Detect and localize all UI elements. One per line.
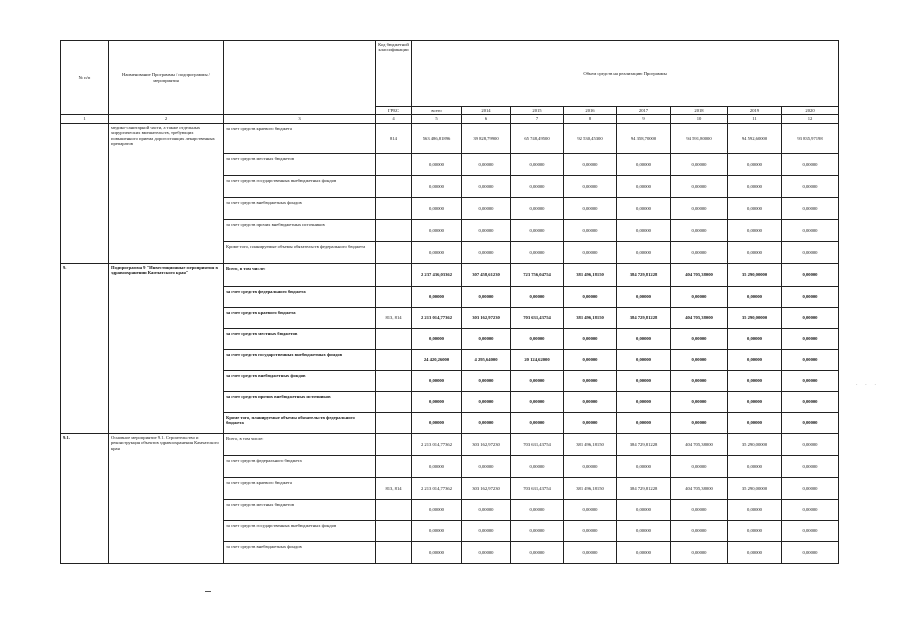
amount-year: 0,00000 xyxy=(728,286,782,307)
amount-year: 0,00000 xyxy=(564,412,617,433)
amount-year: 0,00000 xyxy=(617,349,671,370)
amount-year: 0,00000 xyxy=(782,219,839,241)
amount-year: 0,00000 xyxy=(782,412,839,433)
amount-year: 0,00000 xyxy=(617,153,671,175)
amount-year: 0,00000 xyxy=(782,263,839,286)
grbs-code xyxy=(376,455,412,477)
funding-source: за счет средств прочих внебюджетных источников xyxy=(224,219,376,241)
amount-year: 0,00000 xyxy=(564,328,617,349)
amount-year: 0,00000 xyxy=(728,153,782,175)
funding-source: за счет средств федерального бюджета xyxy=(224,286,376,307)
amount-year: 381 496,18150 xyxy=(564,263,617,286)
funding-source: за счет средств государственных внебюджетных фондов xyxy=(224,175,376,197)
amount-year: 0,00000 xyxy=(728,219,782,241)
amount-total: 0,00000 xyxy=(412,175,462,197)
amount-total: 2 213 014,77362 xyxy=(412,477,462,499)
column-number: 1 xyxy=(61,115,109,123)
amount-year: 0,00000 xyxy=(782,520,839,541)
amount-year: 0,00000 xyxy=(728,499,782,520)
amount-year: 0,00000 xyxy=(671,455,728,477)
amount-year: 0,00000 xyxy=(782,197,839,219)
amount-year: 0,00000 xyxy=(728,349,782,370)
amount-year: 0,00000 xyxy=(462,499,511,520)
amount-year: 0,00000 xyxy=(511,412,564,433)
amount-year: 0,00000 xyxy=(617,286,671,307)
header-year: 2015 xyxy=(511,107,564,115)
amount-year: 0,00000 xyxy=(617,541,671,563)
header-year: 2016 xyxy=(564,107,617,115)
amount-year: 0,00000 xyxy=(671,370,728,391)
column-number: 7 xyxy=(511,115,564,123)
funding-source: за счет средств государственных внебюджетных фондов xyxy=(224,349,376,370)
funding-source: за счет средств внебюджетных фондов xyxy=(224,370,376,391)
amount-year: 307 458,61230 xyxy=(462,263,511,286)
amount-year: 0,00000 xyxy=(728,520,782,541)
amount-year: 303 162,97230 xyxy=(462,477,511,499)
amount-year: 0,00000 xyxy=(671,328,728,349)
amount-year: 0,00000 xyxy=(511,455,564,477)
amount-year: 0,00000 xyxy=(728,370,782,391)
funding-source: за счет средств государственных внебюджетных фондов xyxy=(224,520,376,541)
amount-year: 0,00000 xyxy=(511,241,564,263)
amount-year: 384 729,81228 xyxy=(617,263,671,286)
amount-year: 0,00000 xyxy=(462,175,511,197)
header-year: 2018 xyxy=(671,107,728,115)
grbs-code xyxy=(376,219,412,241)
amount-year: 384 729,81228 xyxy=(617,433,671,455)
amount-year: 0,00000 xyxy=(782,241,839,263)
amount-year: 0,00000 xyxy=(462,370,511,391)
amount-year: 0,00000 xyxy=(564,241,617,263)
item-number xyxy=(61,123,109,263)
amount-year: 703 631,43754 xyxy=(511,433,564,455)
amount-year: 0,00000 xyxy=(462,520,511,541)
amount-year: 0,00000 xyxy=(671,520,728,541)
funding-source: за счет средств местных бюджетов xyxy=(224,499,376,520)
header-total: всего xyxy=(412,107,462,115)
amount-year: 0,00000 xyxy=(617,241,671,263)
grbs-code xyxy=(376,197,412,219)
funding-source: за счет средств федерального бюджета xyxy=(224,455,376,477)
grbs-code xyxy=(376,328,412,349)
amount-year: 0,00000 xyxy=(671,175,728,197)
grbs-code xyxy=(376,433,412,455)
amount-total: 2 237 436,03362 xyxy=(412,263,462,286)
column-number: 11 xyxy=(728,115,782,123)
grbs-code xyxy=(376,499,412,520)
header-year: 2014 xyxy=(462,107,511,115)
item-name: Подпрограмма 9 "Инвестиционные мероприятия в здравоохранении Камчатского края" xyxy=(109,263,224,433)
amount-year: 303 162,97230 xyxy=(462,433,511,455)
amount-year: 0,00000 xyxy=(462,328,511,349)
amount-year: 0,00000 xyxy=(671,412,728,433)
grbs-code xyxy=(376,241,412,263)
amount-year: 0,00000 xyxy=(617,520,671,541)
amount-year: 0,00000 xyxy=(511,153,564,175)
funding-source: за счет средств краевого бюджета xyxy=(224,307,376,328)
amount-year: 0,00000 xyxy=(782,477,839,499)
amount-year: 20 124,62000 xyxy=(511,349,564,370)
scan-dots: · · · xyxy=(856,382,879,388)
amount-year: 703 631,43754 xyxy=(511,477,564,499)
amount-year: 0,00000 xyxy=(617,391,671,412)
header-code: Код бюджетной классификации xyxy=(376,41,412,107)
grbs-code xyxy=(376,349,412,370)
amount-total: 0,00000 xyxy=(412,153,462,175)
amount-year: 35 290,00000 xyxy=(728,263,782,286)
amount-year: 303 162,97230 xyxy=(462,307,511,328)
amount-year: 0,00000 xyxy=(671,541,728,563)
amount-total: 0,00000 xyxy=(412,499,462,520)
grbs-code xyxy=(376,286,412,307)
column-number: 9 xyxy=(617,115,671,123)
amount-year: 381 496,18150 xyxy=(564,433,617,455)
amount-year: 0,00000 xyxy=(617,412,671,433)
amount-year: 94 591,80000 xyxy=(671,123,728,153)
amount-total: 0,00000 xyxy=(412,219,462,241)
amount-year: 0,00000 xyxy=(564,520,617,541)
amount-total: 0,00000 xyxy=(412,541,462,563)
amount-year: 0,00000 xyxy=(617,197,671,219)
amount-year: 0,00000 xyxy=(782,433,839,455)
funding-source: за счет средств прочих внебюджетных источников xyxy=(224,391,376,412)
grbs-code xyxy=(376,541,412,563)
amount-total: 0,00000 xyxy=(412,370,462,391)
amount-year: 0,00000 xyxy=(462,241,511,263)
amount-year: 0,00000 xyxy=(511,499,564,520)
grbs-code xyxy=(376,153,412,175)
amount-year: 0,00000 xyxy=(564,197,617,219)
amount-year: 381 496,18150 xyxy=(564,477,617,499)
amount-year: 0,00000 xyxy=(782,328,839,349)
amount-year: 35 290,00000 xyxy=(728,433,782,455)
amount-year: 0,00000 xyxy=(511,520,564,541)
amount-year: 384 729,81228 xyxy=(617,477,671,499)
amount-year: 0,00000 xyxy=(564,499,617,520)
amount-year: 0,00000 xyxy=(782,153,839,175)
amount-year: 0,00000 xyxy=(462,197,511,219)
column-number: 4 xyxy=(376,115,412,123)
amount-year: 0,00000 xyxy=(617,455,671,477)
header-name: Наименование Программы / подпрограммы / мероприятия xyxy=(109,41,224,115)
amount-year: 35 290,00000 xyxy=(728,477,782,499)
funding-source: Кроме того, планируемые объемы обязательств федерального бюджета xyxy=(224,412,376,433)
amount-year: 0,00000 xyxy=(564,391,617,412)
header-source-empty xyxy=(224,41,376,115)
amount-total: 0,00000 xyxy=(412,520,462,541)
amount-year: 0,00000 xyxy=(782,307,839,328)
funding-source: за счет средств краевого бюджета xyxy=(224,123,376,153)
amount-total: 0,00000 xyxy=(412,286,462,307)
amount-total: 0,00000 xyxy=(412,455,462,477)
amount-year: 0,00000 xyxy=(511,391,564,412)
amount-year: 0,00000 xyxy=(564,286,617,307)
amount-year: 0,00000 xyxy=(511,370,564,391)
amount-year: 0,00000 xyxy=(728,391,782,412)
funding-source: за счет средств местных бюджетов xyxy=(224,153,376,175)
amount-year: 0,00000 xyxy=(782,455,839,477)
amount-year: 0,00000 xyxy=(782,349,839,370)
amount-total: 0,00000 xyxy=(412,391,462,412)
column-number: 12 xyxy=(782,115,839,123)
amount-year: 0,00000 xyxy=(511,197,564,219)
amount-year: 0,00000 xyxy=(511,328,564,349)
amount-year: 0,00000 xyxy=(564,219,617,241)
funding-source: за счет средств внебюджетных фондов xyxy=(224,197,376,219)
grbs-code: 814 xyxy=(376,123,412,153)
funding-source: за счет средств внебюджетных фондов xyxy=(224,541,376,563)
amount-year: 0,00000 xyxy=(511,541,564,563)
item-name: Основное мероприятие 9.1. Строительство и реконструкция объектов здравоохранения Камчатского края xyxy=(109,433,224,563)
amount-year: 384 729,81228 xyxy=(617,307,671,328)
amount-year: 94 358,70000 xyxy=(617,123,671,153)
amount-year: 404 705,38000 xyxy=(671,263,728,286)
funding-source: за счет средств краевого бюджета xyxy=(224,477,376,499)
amount-year: 0,00000 xyxy=(671,286,728,307)
amount-year: 0,00000 xyxy=(782,541,839,563)
amount-year: 0,00000 xyxy=(671,197,728,219)
grbs-code: 813, 814 xyxy=(376,307,412,328)
amount-year: 0,00000 xyxy=(671,499,728,520)
amount-year: 0,00000 xyxy=(728,412,782,433)
amount-year: 404 705,38000 xyxy=(671,477,728,499)
column-number: 6 xyxy=(462,115,511,123)
grbs-code xyxy=(376,370,412,391)
amount-year: 0,00000 xyxy=(671,241,728,263)
amount-year: 0,00000 xyxy=(617,219,671,241)
column-number: 8 xyxy=(564,115,617,123)
amount-year: 0,00000 xyxy=(462,219,511,241)
amount-year: 0,00000 xyxy=(564,370,617,391)
amount-year: 0,00000 xyxy=(462,391,511,412)
table-body xyxy=(61,123,839,563)
amount-total: 2 213 014,77362 xyxy=(412,307,462,328)
column-number: 2 xyxy=(109,115,224,123)
grbs-code xyxy=(376,520,412,541)
amount-year: 0,00000 xyxy=(511,175,564,197)
amount-year: 0,00000 xyxy=(728,455,782,477)
budget-table xyxy=(60,40,839,564)
amount-year: 0,00000 xyxy=(462,541,511,563)
header-year: 2017 xyxy=(617,107,671,115)
amount-year: 93 835,97198 xyxy=(782,123,839,153)
amount-year: 0,00000 xyxy=(728,541,782,563)
amount-year: 0,00000 xyxy=(564,455,617,477)
amount-year: 0,00000 xyxy=(782,286,839,307)
amount-year: 0,00000 xyxy=(782,499,839,520)
amount-year: 0,00000 xyxy=(617,499,671,520)
amount-year: 0,00000 xyxy=(462,455,511,477)
amount-year: 0,00000 xyxy=(671,349,728,370)
amount-year: 0,00000 xyxy=(782,370,839,391)
amount-year: 0,00000 xyxy=(564,153,617,175)
stray-mark xyxy=(205,591,211,592)
amount-year: 703 631,43754 xyxy=(511,307,564,328)
funding-source: Всего, в том числе: xyxy=(224,433,376,455)
table-row xyxy=(61,433,839,455)
amount-year: 92 530,45300 xyxy=(564,123,617,153)
grbs-code xyxy=(376,391,412,412)
header-grbs: ГРБС xyxy=(376,107,412,115)
column-number: 10 xyxy=(671,115,728,123)
amount-total: 2 213 014,77362 xyxy=(412,433,462,455)
funding-source: за счет средств местных бюджетов xyxy=(224,328,376,349)
table-row xyxy=(61,263,839,286)
amount-year: 0,00000 xyxy=(728,241,782,263)
amount-year: 723 756,04754 xyxy=(511,263,564,286)
amount-total: 0,00000 xyxy=(412,412,462,433)
grbs-code: 813, 814 xyxy=(376,477,412,499)
amount-year: 0,00000 xyxy=(728,197,782,219)
header-num: № п/п xyxy=(61,41,109,115)
column-number: 5 xyxy=(412,115,462,123)
header-year: 2019 xyxy=(728,107,782,115)
amount-total: 0,00000 xyxy=(412,328,462,349)
amount-year: 0,00000 xyxy=(782,175,839,197)
amount-year: 404 705,38000 xyxy=(671,307,728,328)
amount-year: 4 295,64000 xyxy=(462,349,511,370)
amount-year: 0,00000 xyxy=(511,219,564,241)
table-row xyxy=(61,123,839,153)
amount-year: 0,00000 xyxy=(564,541,617,563)
amount-year: 0,00000 xyxy=(671,153,728,175)
funding-source: Всего, в том числе: xyxy=(224,263,376,286)
amount-year: 0,00000 xyxy=(462,286,511,307)
amount-year: 94 592,60000 xyxy=(728,123,782,153)
amount-year: 35 290,00000 xyxy=(728,307,782,328)
amount-year: 0,00000 xyxy=(671,391,728,412)
grbs-code xyxy=(376,263,412,286)
amount-year: 0,00000 xyxy=(617,370,671,391)
grbs-code xyxy=(376,412,412,433)
amount-year: 0,00000 xyxy=(511,286,564,307)
amount-year: 0,00000 xyxy=(564,175,617,197)
header-year: 2020 xyxy=(782,107,839,115)
amount-year: 0,00000 xyxy=(782,391,839,412)
item-number: 9.1. xyxy=(61,433,109,563)
amount-year: 0,00000 xyxy=(564,349,617,370)
amount-year: 404 705,38000 xyxy=(671,433,728,455)
amount-year: 381 496,18150 xyxy=(564,307,617,328)
item-number: 9. xyxy=(61,263,109,433)
column-number-row xyxy=(61,115,839,123)
amount-year: 0,00000 xyxy=(728,175,782,197)
amount-total: 563 486,81896 xyxy=(412,123,462,153)
amount-total: 24 420,26000 xyxy=(412,349,462,370)
amount-total: 0,00000 xyxy=(412,197,462,219)
item-name: медико-санитарной части, а также отдельных хирургических вмешательств, требующих повышенного приема дорогостоящих лекарственных препаратов xyxy=(109,123,224,263)
amount-year: 0,00000 xyxy=(617,328,671,349)
column-number: 3 xyxy=(224,115,376,123)
amount-year: 0,00000 xyxy=(462,412,511,433)
funding-source: Кроме того, планируемые объемы обязательств федерального бюджета xyxy=(224,241,376,263)
amount-year: 0,00000 xyxy=(462,153,511,175)
amount-year: 0,00000 xyxy=(728,328,782,349)
amount-year: 0,00000 xyxy=(671,219,728,241)
grbs-code xyxy=(376,175,412,197)
header-volume: Объем средств на реализацию Программы xyxy=(412,41,839,107)
amount-year: 0,00000 xyxy=(617,175,671,197)
amount-year: 39 828,79900 xyxy=(462,123,511,153)
amount-total: 0,00000 xyxy=(412,241,462,263)
amount-year: 65 748,49500 xyxy=(511,123,564,153)
